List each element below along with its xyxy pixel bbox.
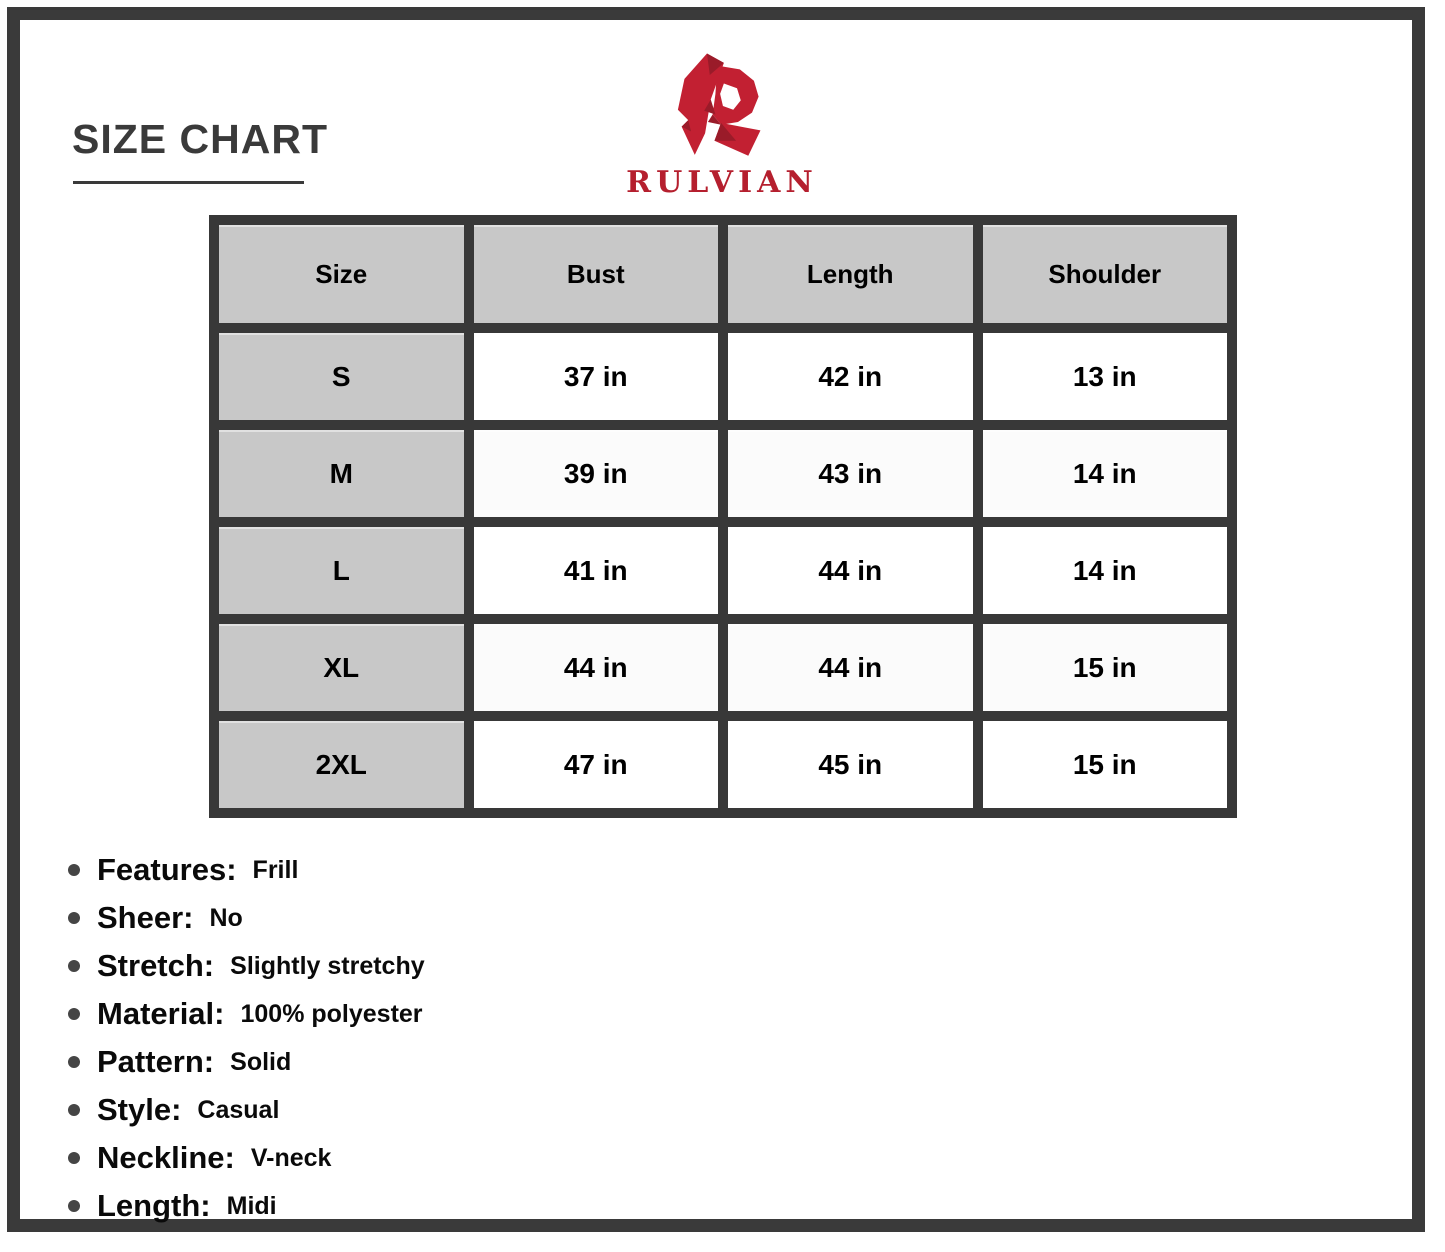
list-item: [68, 1134, 425, 1182]
shoulder-value-cell: 15 in: [978, 619, 1233, 716]
bust-value-cell: 47 in: [469, 716, 724, 813]
list-item: [68, 894, 425, 942]
attribute-value: Solid: [230, 1047, 292, 1076]
attribute-label: Sheer:: [97, 900, 194, 935]
attribute-value: V-neck: [250, 1143, 332, 1172]
length-value-cell: 44 in: [723, 619, 978, 716]
attribute-value: Slightly stretchy: [230, 951, 425, 980]
shoulder-value-cell: 14 in: [978, 425, 1233, 522]
list-item: [68, 1086, 425, 1134]
bullet-icon: [68, 912, 80, 924]
list-item: [68, 1182, 425, 1230]
column-header-length: Length: [723, 220, 978, 328]
bust-value-cell: 41 in: [469, 522, 724, 619]
attributes-list: [68, 846, 425, 1230]
bullet-icon: [68, 960, 80, 972]
bullet-icon: [68, 1152, 80, 1164]
attribute-label: Pattern:: [97, 1044, 215, 1079]
bullet-icon: [68, 1008, 80, 1020]
bullet-icon: [68, 864, 80, 876]
table-row: [214, 619, 1232, 716]
attribute-label: Features:: [97, 852, 237, 887]
table-header-row: [214, 220, 1232, 328]
brand-logo-block: [607, 50, 837, 200]
list-item: [68, 942, 425, 990]
bullet-icon: [68, 1200, 80, 1212]
table-row: [214, 328, 1232, 425]
bust-value-cell: 37 in: [469, 328, 724, 425]
list-item: [68, 846, 425, 894]
attribute-label: Stretch:: [97, 948, 215, 983]
length-value-cell: 45 in: [723, 716, 978, 813]
size-label-cell: S: [214, 328, 469, 425]
table-row: [214, 425, 1232, 522]
column-header-size: Size: [214, 220, 469, 328]
page-title: SIZE CHART: [72, 116, 328, 162]
attribute-label: Style:: [97, 1092, 182, 1127]
length-value-cell: 42 in: [723, 328, 978, 425]
brand-name: RULVIAN: [626, 165, 818, 200]
size-chart-table: [209, 215, 1237, 818]
length-value-cell: 43 in: [723, 425, 978, 522]
column-header-bust: Bust: [469, 220, 724, 328]
length-value-cell: 44 in: [723, 522, 978, 619]
bullet-icon: [68, 1056, 80, 1068]
attribute-label: Material:: [97, 996, 225, 1031]
size-label-cell: L: [214, 522, 469, 619]
table-row: [214, 716, 1232, 813]
bullet-icon: [68, 1104, 80, 1116]
size-label-cell: M: [214, 425, 469, 522]
attribute-label: Neckline:: [97, 1140, 235, 1175]
column-header-shoulder: Shoulder: [978, 220, 1233, 328]
list-item: [68, 990, 425, 1038]
attribute-value: No: [209, 903, 243, 932]
shoulder-value-cell: 13 in: [978, 328, 1233, 425]
attribute-label: Length:: [97, 1188, 211, 1223]
shoulder-value-cell: 15 in: [978, 716, 1233, 813]
table-row: [214, 522, 1232, 619]
attribute-value: Frill: [252, 855, 299, 884]
size-label-cell: 2XL: [214, 716, 469, 813]
rulvian-r-logo-icon: [661, 50, 783, 163]
list-item: [68, 1038, 425, 1086]
attribute-value: Midi: [226, 1191, 277, 1220]
title-underline: [73, 181, 304, 184]
bust-value-cell: 39 in: [469, 425, 724, 522]
size-label-cell: XL: [214, 619, 469, 716]
shoulder-value-cell: 14 in: [978, 522, 1233, 619]
attribute-value: Casual: [197, 1095, 280, 1124]
bust-value-cell: 44 in: [469, 619, 724, 716]
attribute-value: 100% polyester: [240, 999, 423, 1028]
